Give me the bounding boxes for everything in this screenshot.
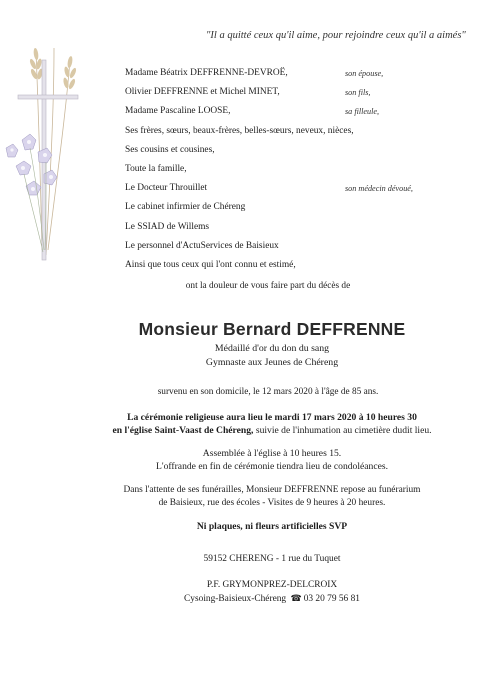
mourner-name: Ses cousins et cousines, [125, 144, 215, 155]
mourners-list [125, 64, 465, 275]
family-address: 59152 CHERENG - 1 rue du Tuquet [203, 554, 341, 564]
church-name: en l'église Saint-Vaast de Chéreng, [112, 425, 254, 436]
mourner-row [125, 179, 465, 198]
ceremony-line: La cérémonie religieuse aura lieu le mardi 17 mars 2020 à 10 heures 30 [127, 412, 417, 423]
funeral-parlor-info [24, 484, 496, 510]
mourner-row [125, 198, 465, 217]
mourner-row [125, 256, 465, 275]
announcement: ont la douleur de vous faire part du décès de [185, 281, 351, 291]
deceased-subtitle: Médaillé d'or du don du sang [214, 343, 330, 354]
mourner-relation: son fils, [345, 88, 371, 98]
mourner-row [125, 160, 465, 179]
quote: "Il a quitté ceux qu'il aime, pour rejoindre ceux qu'il a aimés" [206, 30, 466, 41]
mourner-name: Madame Béatrix DEFFRENNE-DEVROË, [125, 68, 288, 78]
funeral-home-name: P.F. GRYMONPREZ-DELCROIX [206, 580, 338, 590]
mourner-name: Le personnel d'ActuServices de Baisieux [125, 240, 279, 251]
mourner-name: Toute la famille, [125, 163, 187, 174]
assembly-line: Assemblée à l'église à 10 heures 15. [202, 448, 342, 459]
funeral-home-phone: 03 20 79 56 81 [303, 594, 360, 604]
mourner-row [125, 102, 465, 121]
mourner-relation: son médecin dévoué, [345, 184, 413, 194]
mourner-row [125, 122, 465, 141]
mourner-relation: son épouse, [345, 69, 384, 78]
mourner-name: Ses frères, sœurs, beaux-frères, belles-sœurs, neveux, nièces, [125, 125, 354, 136]
mourner-name: Le cabinet infirmier de Chéreng [125, 202, 246, 213]
mourner-row [125, 237, 465, 256]
funeral-home-contact [24, 592, 496, 606]
mourner-row [125, 83, 465, 102]
funeral-home [24, 579, 496, 606]
cross-flowers-illustration [0, 40, 110, 290]
funeral-home-location: Cysoing-Baisieux-Chéreng [184, 594, 287, 604]
offering-line: L'offrande en fin de cérémonie tiendra lieu de condoléances. [156, 461, 388, 472]
mourner-relation: sa filleule, [345, 107, 380, 117]
rest-line: Dans l'attente de ses funérailles, Monsieur DEFFRENNE repose au funérarium [123, 485, 421, 495]
telephone-icon: ☎ [290, 593, 302, 603]
death-notice: survenu en son domicile, le 12 mars 2020 à l'âge de 85 ans. [157, 387, 379, 397]
visits-line: de Baisieux, rue des écoles - Visites de 9 heures à 20 heures. [158, 498, 386, 508]
deceased-name: Monsieur Bernard DEFFRENNE [138, 319, 406, 339]
ceremony-line [24, 424, 496, 437]
mourner-name: Le SSIAD de Willems [125, 221, 210, 232]
mourner-name: Ainsi que tous ceux qui l'ont connu et estimé, [125, 259, 296, 270]
mourner-name: Olivier DEFFRENNE et Michel MINET, [125, 87, 280, 98]
no-flowers-notice: Ni plaques, ni fleurs artificielles SVP [196, 521, 348, 532]
mourner-name: Madame Pascaline LOOSE, [125, 106, 231, 117]
mourner-row [125, 64, 465, 83]
mourner-name: Le Docteur Throuillet [125, 183, 208, 194]
ceremony-info [24, 411, 496, 437]
mourner-row [125, 218, 465, 237]
mourner-row [125, 141, 465, 160]
burial-note: suivie de l'inhumation au cimetière dudit lieu. [253, 425, 432, 436]
deceased-subtitle: Gymnaste aux Jeunes de Chéreng [205, 357, 339, 368]
assembly-info [24, 447, 496, 473]
